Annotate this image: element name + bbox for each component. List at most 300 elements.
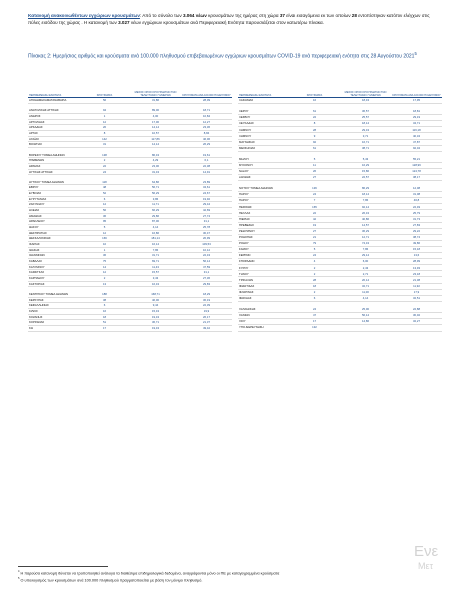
cell-avg: 2,71 xyxy=(340,271,391,277)
cell-region: ΘΕΣΣΑΛΟΝΙΚΗΣ xyxy=(28,236,79,242)
cell-avg: 11,43 xyxy=(130,264,181,270)
cell-per100k: 12,27 xyxy=(181,119,232,125)
cell-cases: 26 xyxy=(289,168,340,174)
cell-per100k: 28,99 xyxy=(391,259,442,265)
cell-avg: 22,57 xyxy=(340,175,391,181)
cell-avg: 117,86 xyxy=(130,136,181,142)
header-avg: ΜΕΣΟΣ ΟΡΟΣ ΚΡΟΥΣΜΑΤΩΝ ΤΩΝ ΤΕΛΕΥΤΑΙΩΝ 7 ΗΜΕΡΩΝ xyxy=(130,90,181,98)
cell-per100k: 55,21 xyxy=(391,157,442,163)
cell-cases: 16 xyxy=(79,308,130,314)
cell-cases: 2 xyxy=(289,271,340,277)
cell-cases: 36 xyxy=(79,213,130,219)
cell-cases: 1 xyxy=(79,113,130,119)
cell-per100k: 27,74 xyxy=(181,213,232,219)
cell-per100k: 26,29 xyxy=(181,142,232,148)
intro-border-count: 28 xyxy=(351,13,357,18)
cell-region: ΡΟΔΟΠΗΣ xyxy=(238,234,289,240)
cell-cases: 2 xyxy=(79,275,130,281)
cell-region: ΞΑΝΘΗΣ xyxy=(238,175,289,181)
cell-cases: 118 xyxy=(79,180,130,185)
cell-avg: 56,14 xyxy=(340,312,391,318)
cell-cases: 13 xyxy=(79,281,130,287)
cell-region: ΠΕΙΡΑΙΩΣ xyxy=(238,204,289,210)
cell-region: ΥΠΟ ΔΙΕΡΕΥΝΗΣΗ xyxy=(238,325,289,331)
cell-avg: 16,29 xyxy=(340,162,391,168)
cell-avg: 87,00 xyxy=(130,219,181,225)
cell-cases: 142 xyxy=(79,136,130,142)
cell-cases: 14 xyxy=(79,264,130,270)
cell-per100k: 22,38 xyxy=(181,163,232,169)
cell-region: ΚΙΛΚΙΣ xyxy=(28,308,79,314)
cell-avg: 7,86 xyxy=(340,247,391,253)
cell-region: ΚΑΡΠΑΘΟΥ xyxy=(28,275,79,281)
cell-cases: 27 xyxy=(289,228,340,234)
cell-per100k: 19,61 xyxy=(181,153,232,158)
cell-region: ΜΑΓΝΗΣΙΑΣ xyxy=(238,139,289,145)
cell-per100k: 28,09 xyxy=(181,98,232,104)
cell-cases: 12 xyxy=(79,230,130,236)
cell-avg: 29,43 xyxy=(340,127,391,133)
cell-cases: 79 xyxy=(289,240,340,246)
cell-cases: 17 xyxy=(289,319,340,325)
cell-avg: 4,14 xyxy=(340,295,391,301)
cell-avg: 38,71 xyxy=(340,145,391,151)
cell-avg: 14,86 xyxy=(340,319,391,325)
cell-avg: 19,43 xyxy=(130,325,181,331)
cell-avg: 29,14 xyxy=(340,253,391,259)
cell-per100k: 21,37 xyxy=(181,320,232,326)
cell-region: ΘΕΣΠΡΩΤΙΑΣ xyxy=(28,230,79,236)
cell-region: ΚΕΦΑΛΛΗΝΙΑΣ xyxy=(28,303,79,309)
cell-avg: 11,00 xyxy=(340,289,391,295)
cell-per100k: 25,79 xyxy=(391,210,442,216)
cell-region: ΝΟΤΙΟΥ ΤΟΜΕΑ ΑΘΗΝΩΝ xyxy=(238,186,289,192)
cell-cases: 1 xyxy=(79,247,130,253)
cell-per100k: 30,02 xyxy=(391,312,442,318)
cell-per100k: 19,9 xyxy=(181,308,232,314)
intro-imported-count: 37 xyxy=(279,13,285,18)
cell-avg: 18,14 xyxy=(340,192,391,198)
cell-avg: 31,43 xyxy=(130,169,181,175)
table-caption-text: Πίνακας 2: Ημερήσιος αριθμός και κρούσματα ανά 100.000 πληθυσμού επιβεβαιωμένων εγχώριων κρουσμάτων COVID-19 ανά περιφερειακή ενότητα στις 28 Αυγούστου 2021 xyxy=(28,53,415,60)
cell-cases: 2 xyxy=(289,289,340,295)
cell-per100k: 109,53 xyxy=(181,242,232,248)
cell-avg: 31,71 xyxy=(130,253,181,259)
cell-cases: 22 xyxy=(289,210,340,216)
cell-per100k: 124,78 xyxy=(391,168,442,174)
cell-per100k: 34,71 xyxy=(391,121,442,127)
cell-cases: 56 xyxy=(79,208,130,214)
cell-per100k: 32,51 xyxy=(391,295,442,301)
cell-avg: 92,14 xyxy=(340,204,391,210)
cell-region: ΛΗΜΝΟΥ xyxy=(238,133,289,139)
cell-avg: 64,86 xyxy=(130,180,181,185)
left-table xyxy=(28,90,232,332)
cell-per100k: 8,84 xyxy=(181,130,232,136)
cell-per100k: 92,04 xyxy=(391,145,442,151)
cell-cases: 8 xyxy=(289,121,340,127)
cell-avg: 25,00 xyxy=(340,307,391,313)
cell-avg: 69,71 xyxy=(130,258,181,264)
cell-cases: 5 xyxy=(289,157,340,163)
intro-text-4: εντοπίστηκαν κατόπιν ελέγχων στις πύλες εισόδου της χώρας . Η κατανομή των xyxy=(28,13,430,26)
cell-per100k: 46,8 xyxy=(391,198,442,204)
cell-avg: 56,71 xyxy=(130,185,181,191)
cell-per100k: 10,84 xyxy=(181,113,232,119)
cell-avg: 5,43 xyxy=(340,157,391,163)
cell-cases: 52 xyxy=(79,191,130,197)
right-table-header xyxy=(238,90,442,98)
cell-per100k: 26,17 xyxy=(181,314,232,320)
cell-per100k: 10,12 xyxy=(181,247,232,253)
cell-cases: 28 xyxy=(289,277,340,283)
cell-cases: 61 xyxy=(289,109,340,115)
header-cases: ΚΡΟΥΣΜΑΤΑ xyxy=(79,90,130,98)
cell-region: ΑΡΓΟΛΙΔΑΣ xyxy=(28,119,79,125)
cell-cases: 2 xyxy=(289,265,340,271)
cell-cases: 6 xyxy=(289,295,340,301)
cell-per100k: 14,91 xyxy=(181,169,232,175)
cell-per100k: 46,06 xyxy=(181,136,232,142)
cell-avg: 66,29 xyxy=(130,208,181,214)
cell-per100k: 18,81 xyxy=(391,109,442,115)
cell-cases: 188 xyxy=(79,292,130,297)
watermark-line-2: Μετ xyxy=(418,561,434,571)
cell-per100k: 6,1 xyxy=(181,158,232,164)
cell-cases: 24 xyxy=(289,253,340,259)
cell-per100k: 23,18 xyxy=(391,271,442,277)
cell-region: ΗΡΑΚΛΕΙΟΥ xyxy=(28,219,79,225)
cell-avg: 4,00 xyxy=(130,113,181,119)
cell-region: ΚΟΡΙΝΘΙΑΣ xyxy=(28,320,79,326)
table-caption xyxy=(28,50,442,61)
cell-region: ΑΠΟΔΗΜΗΣΑΜΑΤΑΝΑΒΑΡΙΑ xyxy=(28,98,79,104)
cell-avg: 3,86 xyxy=(130,196,181,202)
cell-cases: 165 xyxy=(289,204,340,210)
cell-per100k: 15,18 xyxy=(391,247,442,253)
cell-region: ΕΥΒΟΙΑΣ xyxy=(28,191,79,197)
cell-cases: 48 xyxy=(79,185,130,191)
cell-cases: 61 xyxy=(289,145,340,151)
cell-cases: 7 xyxy=(289,198,340,204)
cell-per100k xyxy=(391,325,442,331)
cell-cases: 92 xyxy=(289,139,340,145)
cell-per100k: 47,87 xyxy=(391,139,442,145)
cell-region: ΗΜΑΘΙΑΣ xyxy=(28,213,79,219)
cell-avg: 25,57 xyxy=(340,115,391,121)
cell-avg: 46,00 xyxy=(130,297,181,303)
cell-region: ΙΚΑΡΙΑΣ xyxy=(28,242,79,248)
left-table-body xyxy=(28,98,232,332)
cell-avg: 31,86 xyxy=(130,98,181,104)
cell-region: ΑΡΚΑΔΙΑΣ xyxy=(28,125,79,131)
footnote-5-marker: 5 xyxy=(18,577,20,581)
cell-cases: 6 xyxy=(79,196,130,202)
cell-per100k: 56,14 xyxy=(181,258,232,264)
cell-cases: 5 xyxy=(289,247,340,253)
cell-avg: 86,29 xyxy=(340,186,391,192)
cell-per100k: 29,44 xyxy=(181,202,232,208)
cell-per100k: 36,19 xyxy=(181,297,232,303)
intro-text-2: κρουσμάτων της ημέρας στη χώρα xyxy=(206,13,280,18)
cell-cases: 8 xyxy=(79,130,130,136)
cell-cases: 19 xyxy=(289,222,340,228)
cell-region: ΚΕΡΚΥΡΑΣ xyxy=(28,297,79,303)
cell-avg: 4,14 xyxy=(130,225,181,231)
cell-per100k: 19,92 xyxy=(181,196,232,202)
cell-region: ΤΗΝΟΥ xyxy=(238,271,289,277)
cell-per100k: 13,93 xyxy=(391,265,442,271)
cell-cases: 47 xyxy=(289,312,340,318)
cell-avg: 16,71 xyxy=(340,139,391,145)
cell-region: ΙΘΑΚΗΣ xyxy=(28,247,79,253)
cell-avg xyxy=(340,325,391,331)
cell-per100k: 11,92 xyxy=(391,283,442,289)
cell-cases: 21 xyxy=(289,234,340,240)
cell-cases: 94 xyxy=(79,108,130,113)
cell-avg: 10,57 xyxy=(130,130,181,136)
cell-avg: 18,14 xyxy=(340,121,391,127)
cell-per100k: 31,1 xyxy=(181,219,232,225)
cell-cases: 11 xyxy=(289,162,340,168)
cell-per100k: 31,1 xyxy=(181,270,232,276)
cell-region: ΛΑΚΩΝΙΑΣ xyxy=(238,98,289,104)
cell-cases: 4 xyxy=(289,259,340,265)
cell-avg: 15,57 xyxy=(130,270,181,276)
cell-cases: 24 xyxy=(289,307,340,313)
cell-cases: 24 xyxy=(79,169,130,175)
cell-avg: 15,43 xyxy=(130,308,181,314)
cell-per100k: 49,42 xyxy=(181,325,232,331)
cell-cases: 5 xyxy=(79,225,130,231)
cell-region: ΡΕΘΥΜΝΟΥ xyxy=(238,228,289,234)
cell-cases: 166 xyxy=(79,236,130,242)
cell-avg: 6,00 xyxy=(340,259,391,265)
cell-region: ΡΟΔΟΥ xyxy=(238,240,289,246)
cell-cases: 18 xyxy=(79,314,130,320)
cell-avg: 12,71 xyxy=(340,234,391,240)
cell-region: ΑΝΑΤΟΛΙΚΗΣ ΑΤΤΙΚΗΣ xyxy=(28,108,79,113)
cell-avg: 16,43 xyxy=(130,281,181,287)
cell-per100k: 42,69 xyxy=(181,208,232,214)
cell-avg: 16,14 xyxy=(130,242,181,248)
cell-per100k: 29,22 xyxy=(391,228,442,234)
cell-per100k: 22,39 xyxy=(181,303,232,309)
cell-region: ΑΝΔΡΟΣ xyxy=(28,113,79,119)
cell-cases: 75 xyxy=(79,258,130,264)
cell-per100k: 31,08 xyxy=(391,192,442,198)
cell-avg: 2,43 xyxy=(340,265,391,271)
cell-per100k: 18,71 xyxy=(181,108,232,113)
cell-avg: 4,29 xyxy=(130,158,181,164)
cell-cases: 36 xyxy=(79,253,130,259)
cell-avg: 3,43 xyxy=(130,275,181,281)
cell-per100k: 29,83 xyxy=(181,281,232,287)
cell-avg: 14,14 xyxy=(130,142,181,148)
cell-per100k: 23,89 xyxy=(181,180,232,185)
cell-per100k: 12,08 xyxy=(391,186,442,192)
cell-cases: 31 xyxy=(79,142,130,148)
regional-tables xyxy=(28,90,442,332)
cell-region: ΚΑΡΔΙΤΣΑΣ xyxy=(28,270,79,276)
footnotes xyxy=(18,569,458,584)
cell-region: ΚΑΛΥΜΝΟΥ xyxy=(28,264,79,270)
cell-cases: 42 xyxy=(289,216,340,222)
cell-cases: 22 xyxy=(79,163,130,169)
cell-region: ΚΟΖΑΝΗΣ xyxy=(28,314,79,320)
cell-region: ΔΥΤΙΚΟΥ ΤΟΜΕΑ ΑΘΗΝΩΝ xyxy=(28,180,79,185)
intro-text-5: νέων εγχώριων κρουσμάτων ανά Περιφερειακή Ενότητα παρουσιάζεται στον κατωτέρω πίνακα. xyxy=(129,20,324,26)
cell-region: ΣΑΜΟΥ xyxy=(238,247,289,253)
cell-per100k: 38,17 xyxy=(391,175,442,181)
cell-avg: 36,57 xyxy=(340,109,391,115)
header-avg: ΜΕΣΟΣ ΟΡΟΣ ΚΡΟΥΣΜΑΤΩΝ ΤΩΝ ΤΕΛΕΥΤΑΙΩΝ 7 ΗΜΕΡΩΝ xyxy=(340,90,391,98)
cell-avg: 36,71 xyxy=(130,320,181,326)
cell-region: ΧΙΟΥ xyxy=(238,319,289,325)
cell-avg: 16,86 xyxy=(130,230,181,236)
cell-cases: 27 xyxy=(289,175,340,181)
cell-avg: 23,00 xyxy=(130,163,181,169)
cell-avg: 9,44 xyxy=(130,303,181,309)
cell-region: ΑΧΑΪΑΣ xyxy=(28,136,79,142)
cell-per100k: 27,36 xyxy=(181,275,232,281)
cell-cases: 12 xyxy=(79,119,130,125)
cell-region: ΔΡΑΜΑΣ xyxy=(28,163,79,169)
table-caption-footnote-ref: 5 xyxy=(414,51,417,56)
cell-cases: 16 xyxy=(289,98,340,104)
cell-cases: 95 xyxy=(79,219,130,225)
cell-avg: 74,43 xyxy=(340,240,391,246)
cell-region: ΚΩ xyxy=(28,325,79,331)
cell-region: ΜΗΛΟΥ xyxy=(238,157,289,163)
cell-cases: 132 xyxy=(289,325,340,331)
cell-per100k: 116,18 xyxy=(391,127,442,133)
cell-region: ΚΕΝΤΡΙΚΟΥ ΤΟΜΕΑ ΑΘΗΝΩΝ xyxy=(28,292,79,297)
intro-domestic-count: 3.027 xyxy=(118,20,130,26)
cell-cases: 38 xyxy=(79,297,130,303)
cell-avg: 32,71 xyxy=(340,283,391,289)
cell-cases: 28 xyxy=(289,127,340,133)
cell-per100k: 30,47 xyxy=(181,230,232,236)
cell-region: ΚΑΒΑΛΑΣ xyxy=(28,258,79,264)
cell-region: ΣΠΟΡΑΔΩΝ xyxy=(238,259,289,265)
cell-avg: 15,86 xyxy=(340,168,391,174)
cell-cases: 10 xyxy=(79,242,130,248)
cell-per100k: 22,88 xyxy=(391,307,442,313)
cell-region: ΠΡΕΒΕΖΗΣ xyxy=(238,222,289,228)
cell-cases: 9 xyxy=(289,133,340,139)
cell-per100k: 40,34 xyxy=(391,133,442,139)
cell-per100k: 27,83 xyxy=(391,222,442,228)
cell-avg: 14,57 xyxy=(340,222,391,228)
cell-avg: 7,86 xyxy=(340,198,391,204)
watermark-line-1: Ενε xyxy=(414,543,439,560)
cell-region: ΖΑΚΥΝΘΟΥ xyxy=(28,202,79,208)
cell-region: ΠΑΡΟΥ xyxy=(238,192,289,198)
cell-region: ΘΑΣΟΥ xyxy=(28,225,79,231)
cell-avg: 18,43 xyxy=(340,98,391,104)
cell-per100k: 22,43 xyxy=(181,253,232,259)
cell-avg: 11,71 xyxy=(130,202,181,208)
cell-region: ΓΡΕΒΕΝΩΝ xyxy=(28,158,79,164)
intro-text-3: είναι εισαγόμενα εκ των οποίων xyxy=(285,13,352,18)
header-region: ΠΕΡΙΦΕΡΕΙΑΚΗ ΕΝΟΤΗΤΑ xyxy=(28,90,79,98)
cell-region: ΧΑΝΙΩΝ xyxy=(238,312,289,318)
cell-region: ΑΡΤΑΣ xyxy=(28,130,79,136)
cell-avg: 7,86 xyxy=(130,247,181,253)
table-row xyxy=(28,325,232,331)
cell-cases: 24 xyxy=(289,192,340,198)
left-table-header xyxy=(28,90,232,98)
cell-region: ΦΘΙΩΤΙΔΑΣ xyxy=(238,283,289,289)
intro-text-1: : Από το σύνολο των xyxy=(139,13,183,18)
header-cases: ΚΡΟΥΣΜΑΤΑ xyxy=(289,90,340,98)
cell-avg: 3,71 xyxy=(340,133,391,139)
intro-new-cases: 3.064 νέων xyxy=(182,13,207,18)
cell-avg: 86,43 xyxy=(130,153,181,158)
cell-region: ΕΥΡΥΤΑΝΙΑΣ xyxy=(28,196,79,202)
cell-per100k: 21,38 xyxy=(391,277,442,283)
cell-per100k: 38,74 xyxy=(391,234,442,240)
cell-avg: 56,29 xyxy=(130,191,181,197)
cell-per100k: 31,73 xyxy=(391,216,442,222)
cell-cases: 136 xyxy=(289,186,340,192)
cell-avg: 89,00 xyxy=(130,108,181,113)
cell-per100k: 23,36 xyxy=(181,125,232,131)
cell-cases: 138 xyxy=(79,153,130,158)
cell-per100k: 128,96 xyxy=(391,162,442,168)
cell-cases: 51 xyxy=(79,320,130,326)
cell-avg: 26,43 xyxy=(340,210,391,216)
cell-region: ΣΥΡΟΥ xyxy=(238,265,289,271)
cell-per100k: 18,29 xyxy=(181,292,232,297)
cell-avg: 19,43 xyxy=(130,314,181,320)
cell-cases: 17 xyxy=(79,325,130,331)
cell-region: ΚΑΣΤΟΡΙΑΣ xyxy=(28,281,79,287)
cell-region: ΒΟΡΕΙΟΥ ΤΟΜΕΑ ΑΘΗΝΩΝ xyxy=(28,153,79,158)
cell-region: ΛΕΣΒΟΥ xyxy=(238,115,289,121)
cell-avg: 20,14 xyxy=(340,277,391,283)
cell-per100k: 22,49 xyxy=(391,204,442,210)
cell-cases: 20 xyxy=(79,125,130,131)
header-region: ΠΕΡΙΦΕΡΕΙΑΚΗ ΕΝΟΤΗΤΑ xyxy=(238,90,289,98)
cell-region: ΗΛΕΙΑΣ xyxy=(28,208,79,214)
cell-region: ΤΡΙΚΑΛΩΝ xyxy=(238,277,289,283)
cell-region: ΙΩΑΝΝΙΝΩΝ xyxy=(28,253,79,259)
footnote-4-marker: 4 xyxy=(18,570,20,573)
right-table-body xyxy=(238,98,442,332)
cell-per100k: 32,27 xyxy=(391,319,442,325)
cell-per100k: 49,86 xyxy=(391,240,442,246)
cell-region: ΠΙΕΡΙΑΣ xyxy=(238,216,289,222)
cell-per100k: 13,6 xyxy=(391,253,442,259)
cell-region: ΛΕΥΚΑΔΑΣ xyxy=(238,121,289,127)
cell-per100k: 34,61 xyxy=(181,185,232,191)
cell-avg: 29,86 xyxy=(130,213,181,219)
table-row xyxy=(238,325,442,331)
right-table xyxy=(238,90,442,332)
cell-region: ΝΑΞΟΥ xyxy=(238,168,289,174)
cell-per100k: 29,19 xyxy=(391,115,442,121)
footnote-5 xyxy=(18,576,458,583)
cell-cases: 18 xyxy=(289,283,340,289)
header-per100k: ΚΡΟΥΣΜΑΤΑ ΑΝΑ 100.000 ΠΛΗΘΥΣΜΟΥ xyxy=(181,90,232,98)
intro-paragraph xyxy=(28,12,442,26)
cell-avg: 40,86 xyxy=(340,216,391,222)
cell-region: ΜΕΣΣΗΝΙΑΣ xyxy=(238,145,289,151)
footnote-5-text: Ο υπολογισμός των κρουσμάτων ανά 100.000 πληθυσμού πραγματοποιείται με βάση τον μόνιμο πληθυσμό. xyxy=(20,578,203,583)
footnote-4-text: Η παρούσα κατανομή δύναται να τροποποιηθεί ανάλογα τα διαθέσιμα επιδημιολογικά δεδομένα, αναγράφονται μόνο οι ΠΕ με καταγεγραμμένα κρούσματα xyxy=(20,571,280,576)
